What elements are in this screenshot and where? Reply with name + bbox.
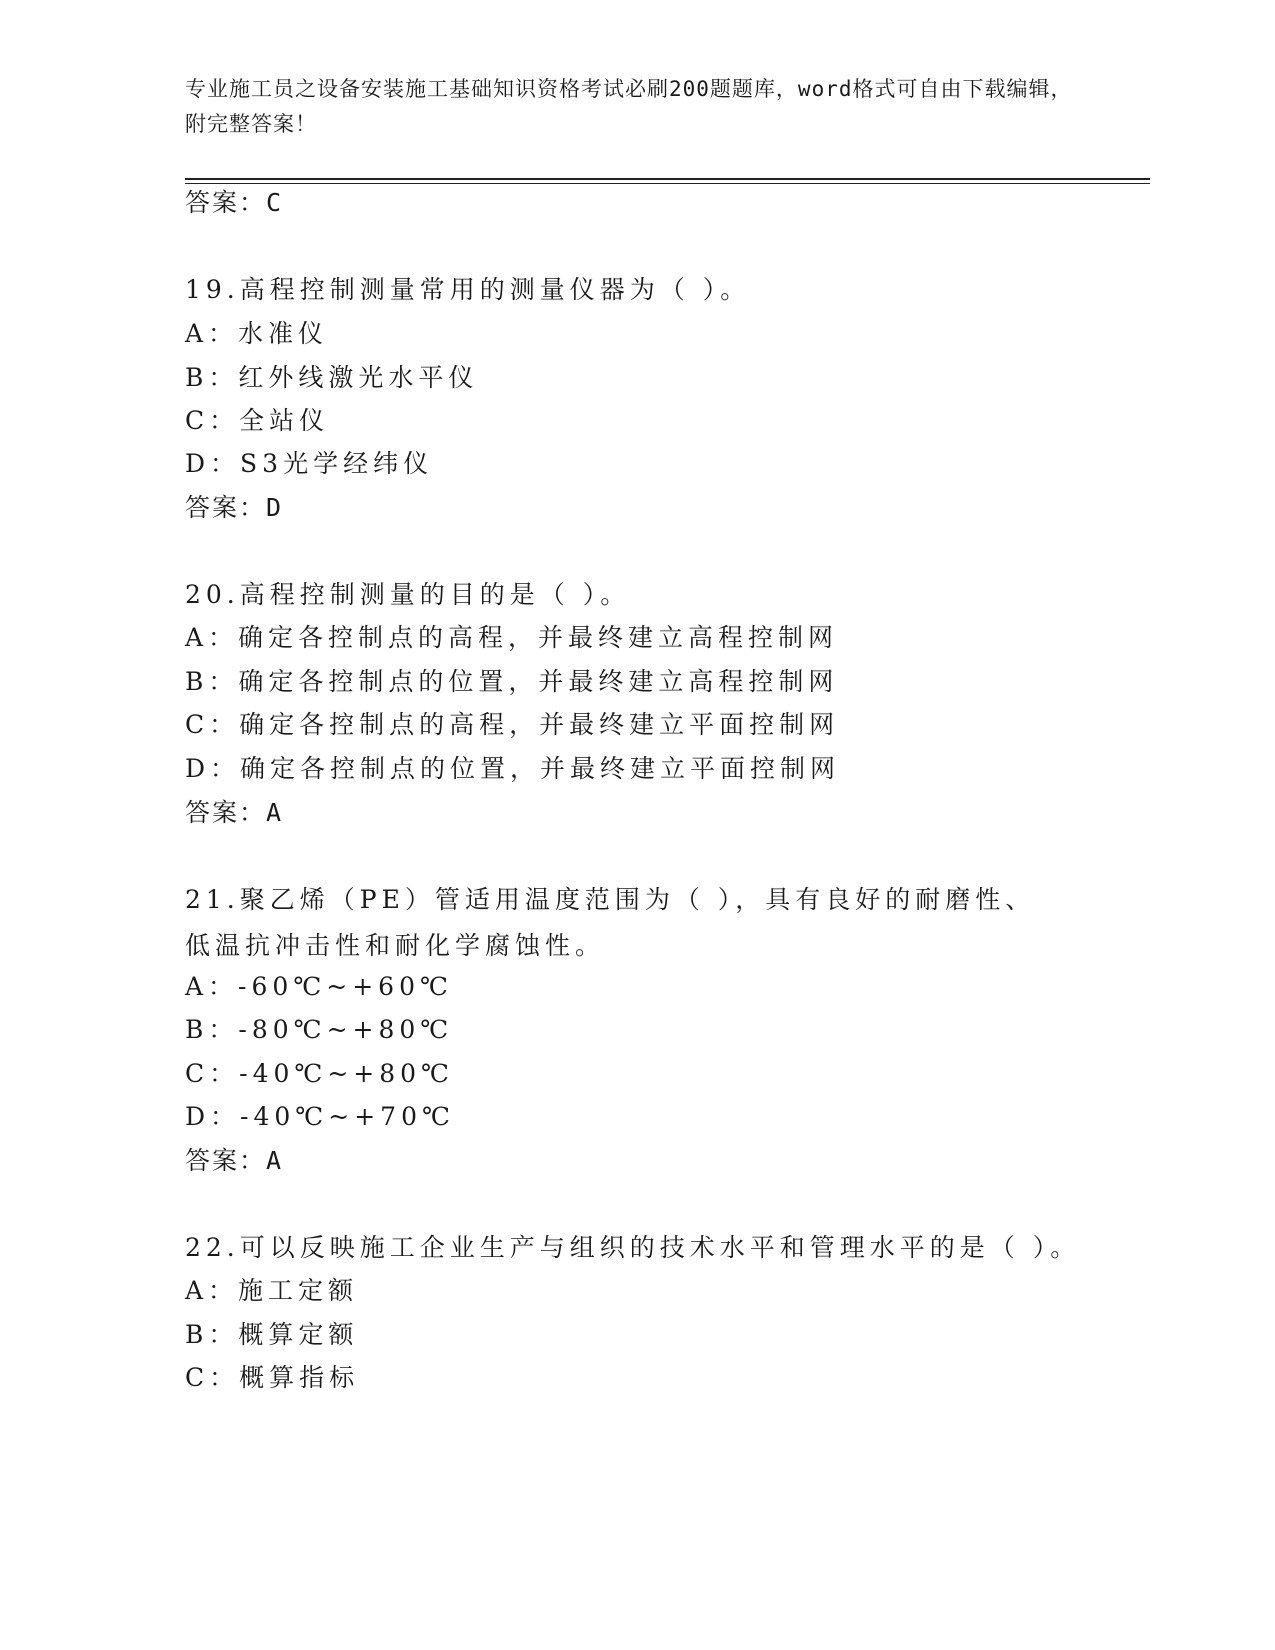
question-20: 20.高程控制测量的目的是（ ）。 [185, 580, 631, 609]
option-19-a: A：水准仪 [185, 319, 329, 348]
option-22-b: B：概算定额 [185, 1320, 359, 1349]
option-22-a: A：施工定额 [185, 1276, 359, 1305]
option-19-b: B：红外线激光水平仪 [185, 363, 479, 392]
answer-20: 答案：A [185, 798, 284, 827]
question-22: 22.可以反映施工企业生产与组织的技术水平和管理水平的是（ ）。 [185, 1233, 1081, 1262]
document-header: 专业施工员之设备安装施工基础知识资格考试必刷200题题库，word格式可自由下载编辑，附完整答案！ [185, 77, 1073, 136]
option-22-c: C：概算指标 [185, 1363, 360, 1392]
header-divider [185, 178, 1150, 180]
option-21-a: A：-60℃~+60℃ [185, 972, 453, 1001]
option-20-c: C：确定各控制点的高程，并最终建立平面控制网 [185, 710, 840, 739]
option-21-b: B：-80℃~+80℃ [185, 1015, 454, 1044]
question-21: 21.聚乙烯（PE）管适用温度范围为（ ），具有良好的耐磨性、低温抗冲击性和耐化学腐蚀性。 [185, 885, 1036, 960]
option-19-d: D：S3光学经纬仪 [185, 449, 434, 478]
option-21-d: D：-40℃~+70℃ [185, 1102, 455, 1131]
answer-19: 答案：D [185, 493, 284, 522]
option-20-a: A：确定各控制点的高程，并最终建立高程控制网 [185, 623, 839, 652]
header-divider-thin [185, 183, 1150, 184]
option-20-b: B：确定各控制点的位置，并最终建立高程控制网 [185, 667, 839, 696]
question-19: 19.高程控制测量常用的测量仪器为（ ）。 [185, 275, 751, 304]
answer-21: 答案：A [185, 1146, 284, 1175]
answer-18: 答案：C [185, 188, 284, 217]
option-21-c: C：-40℃~+80℃ [185, 1059, 455, 1088]
option-19-c: C：全站仪 [185, 406, 330, 435]
option-20-d: D：确定各控制点的位置，并最终建立平面控制网 [185, 754, 841, 783]
